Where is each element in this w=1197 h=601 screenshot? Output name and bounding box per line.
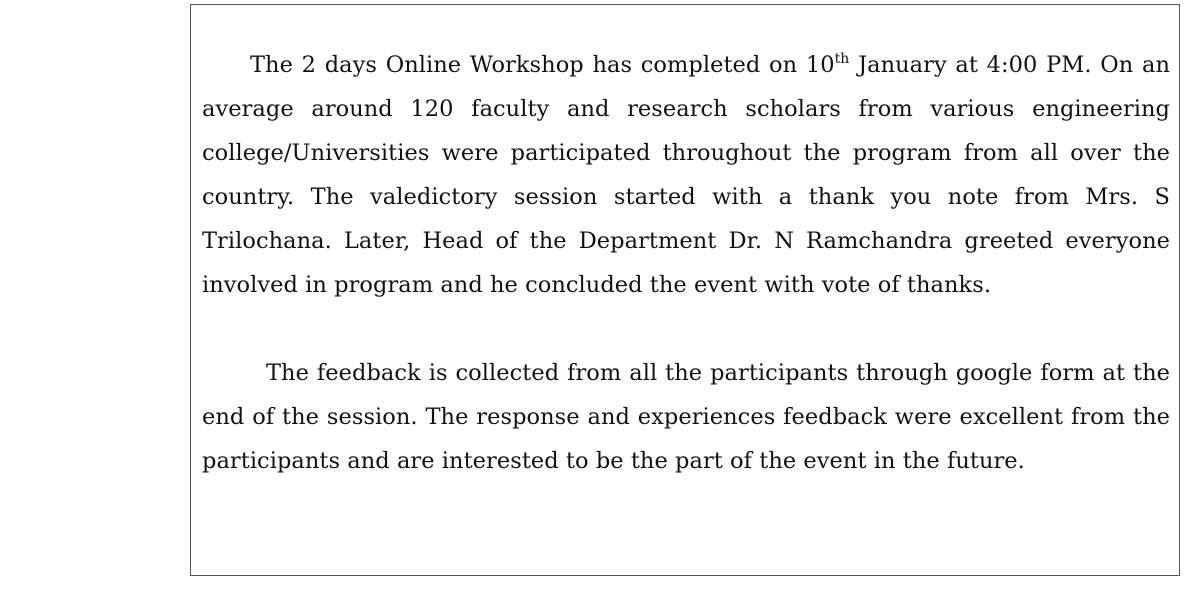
paragraph1-text-start: The 2 days Online Workshop has completed on 10 xyxy=(250,52,835,78)
document-text-box xyxy=(190,4,1180,576)
date-ordinal-superscript: th xyxy=(834,51,850,67)
feedback-paragraph: The feedback is collected from all the participants through google form at the end of the session. The response and experiences feedback were excellent from the participants and are interested to be the part of the event in the future. xyxy=(202,360,1170,474)
paragraph1-text-end: January at 4:00 PM. On an average around 120 faculty and research scholars from various engineering college/Universities were participated throughout the program from all over the country. The valedictory session started with a thank you note from Mrs. S Trilochana. Later, Head of the Department Dr. N Ramchandra greeted everyone involved in program and he concluded the event with vote of thanks. xyxy=(202,52,1171,298)
workshop-completion-paragraph xyxy=(202,43,1170,307)
